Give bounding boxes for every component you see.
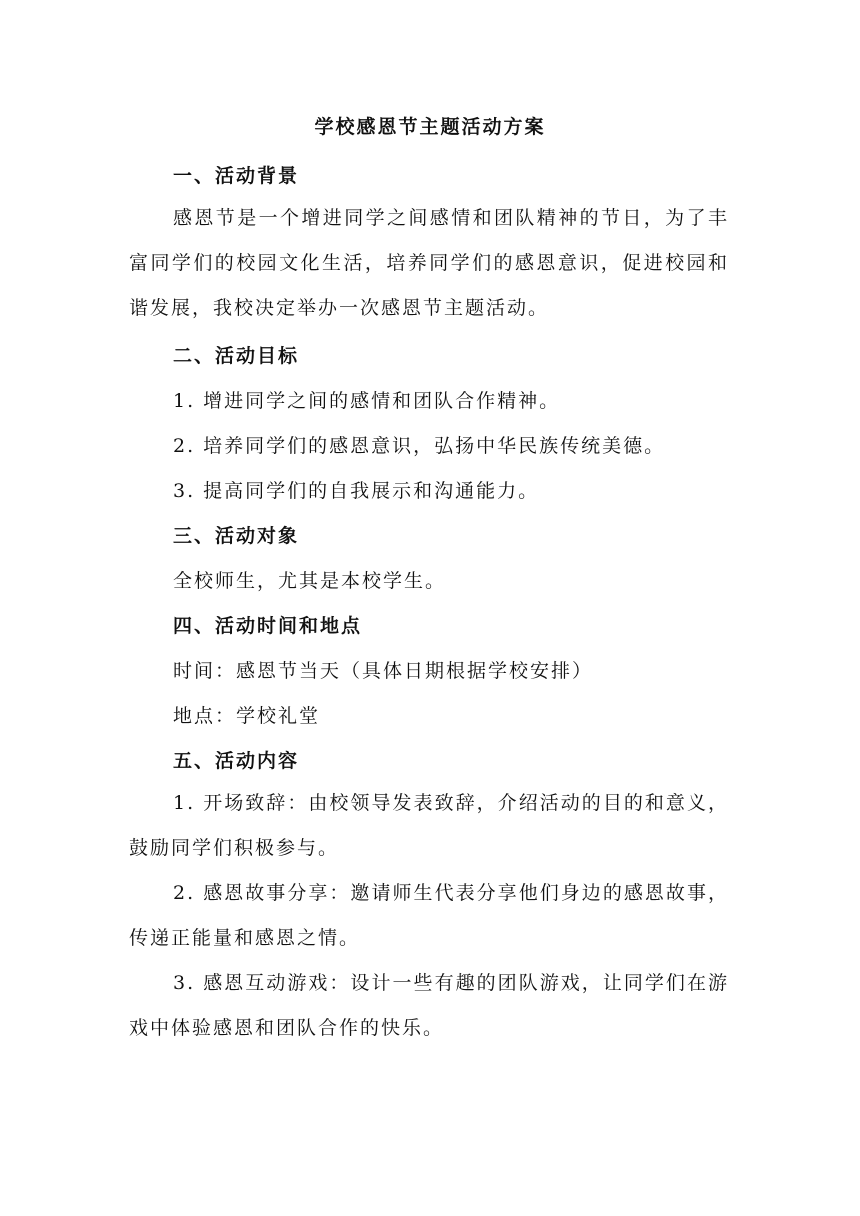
goal-item: 1. 增进同学之间的感情和团队合作精神。	[173, 390, 561, 412]
goal-item: 2. 培养同学们的感恩意识，弘扬中华民族传统美德。	[173, 435, 666, 457]
background-paragraph: 感恩节是一个增进同学之间感情和团队精神的节日，为了丰富同学们的校园文化生活，培养同学们的感恩意识，促进校园和谐发展，我校决定举办一次感恩节主题活动。	[129, 207, 729, 319]
content-item: 3. 感恩互动游戏：设计一些有趣的团队游戏，让同学们在游戏中体验感恩和团队合作的快乐。	[129, 972, 729, 1039]
content-item: 1. 开场致辞：由校领导发表致辞，介绍活动的目的和意义，鼓励同学们积极参与。	[129, 792, 729, 859]
section-heading-goals: 二、活动目标	[173, 345, 300, 367]
section-heading-content: 五、活动内容	[173, 750, 300, 772]
time-text: 时间：感恩节当天（具体日期根据学校安排）	[173, 660, 594, 682]
place-text: 地点：学校礼堂	[173, 705, 321, 727]
goal-item: 3. 提高同学们的自我展示和沟通能力。	[173, 480, 540, 502]
section-heading-background: 一、活动背景	[173, 165, 300, 187]
section-heading-audience: 三、活动对象	[173, 525, 300, 547]
content-item: 2. 感恩故事分享：邀请师生代表分享他们身边的感恩故事，传递正能量和感恩之情。	[129, 882, 729, 949]
section-heading-time-place: 四、活动时间和地点	[173, 615, 363, 637]
audience-text: 全校师生，尤其是本校学生。	[173, 570, 447, 592]
document-title: 学校感恩节主题活动方案	[314, 116, 546, 138]
